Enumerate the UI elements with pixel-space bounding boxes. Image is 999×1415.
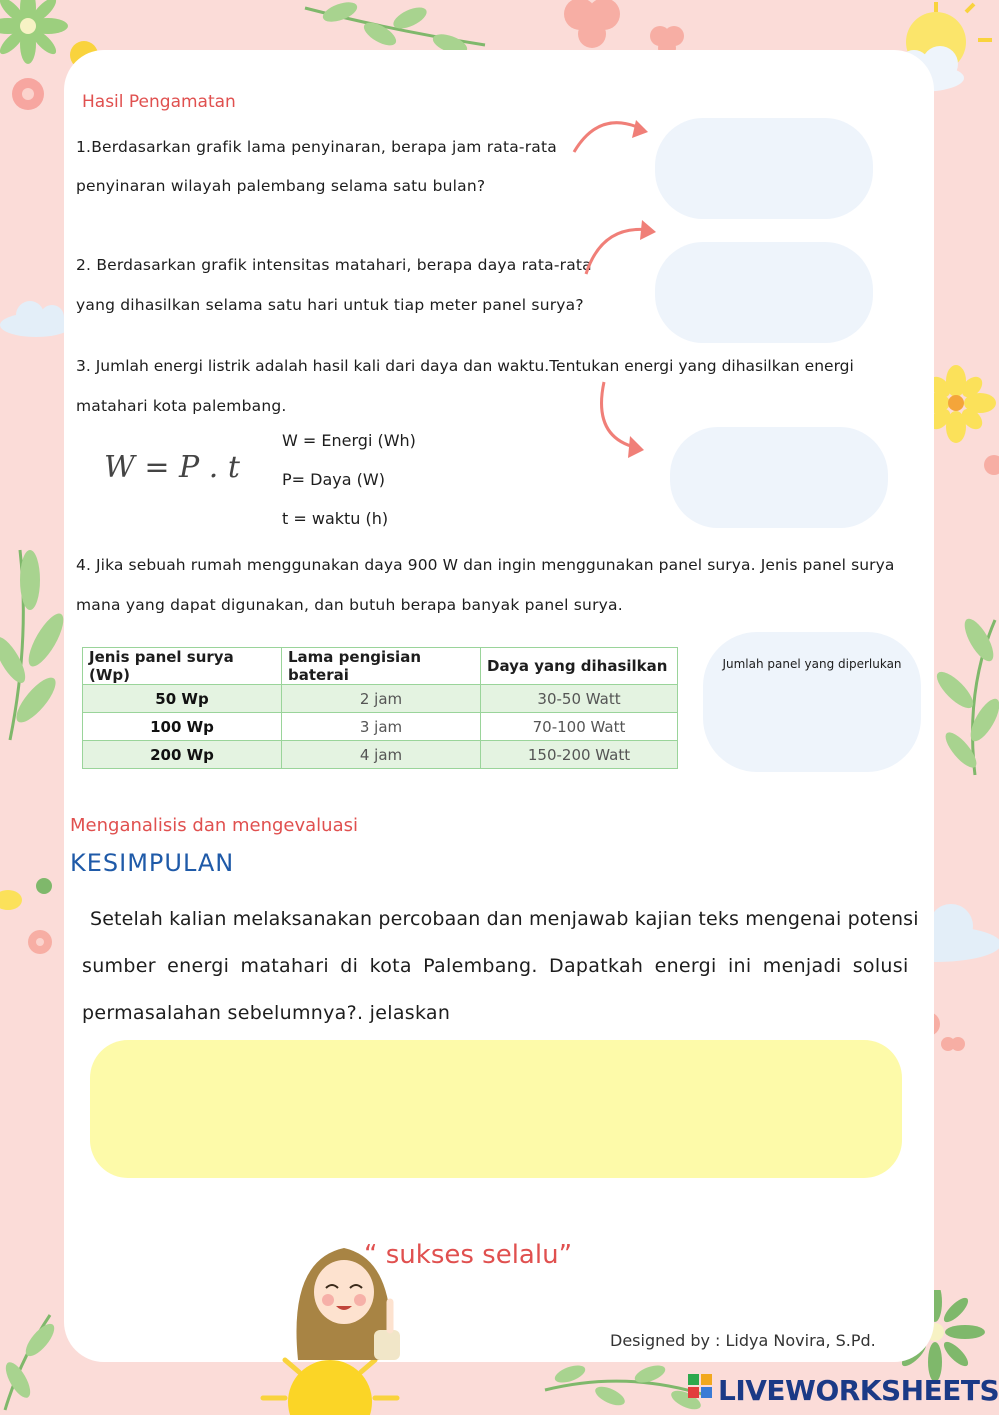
table-row [83,713,678,741]
table-header: Jenis panel surya (Wp) [83,648,282,685]
arrow-icon [592,378,652,463]
energy-formula: W = P . t [104,450,240,485]
bottom-leaves-decoration [540,1360,710,1415]
table-header: Lama pengisian baterai [282,648,481,685]
conclusion-line-3: permasalahan sebelumnya?. jelaskan [82,1002,451,1024]
liveworksheets-logo-icon [688,1372,714,1408]
question-4-line-1: 4. Jika sebuah rumah menggunakan daya 900 W dan ingin menggunakan panel surya. Jenis panel surya [76,556,895,574]
table-row [83,685,678,713]
question-2-line-1: 2. Berdasarkan grafik intensitas matahari, berapa daya rata-rata [76,256,592,274]
answer-box-3[interactable] [670,427,888,528]
table-cell: 50 Wp [83,685,282,713]
table-cell: 30-50 Watt [481,685,678,713]
formula-legend-time: t = waktu (h) [282,509,389,528]
answer-box-1[interactable] [655,118,873,219]
table-cell: 2 jam [282,685,481,713]
question-3-line-1: 3. Jumlah energi listrik adalah hasil kali dari daya dan waktu.Tentukan energi yang dihasilkan energi [76,357,854,375]
motivation-quote: “ sukses selalu” [364,1240,573,1270]
question-1-line-2: penyinaran wilayah palembang selama satu bulan? [76,177,486,195]
conclusion-line-1: Setelah kalian melaksanakan percobaan dan menjawab kajian teks mengenai potensi [90,908,919,930]
question-4-line-2: mana yang dapat digunakan, dan butuh berapa banyak panel surya. [76,596,623,614]
table-cell: 3 jam [282,713,481,741]
designer-credit: Designed by : Lidya Novira, S.Pd. [610,1331,876,1350]
question-3-line-2: matahari kota palembang. [76,397,287,415]
conclusion-answer-box[interactable] [90,1040,902,1178]
answer-box-2[interactable] [655,242,873,343]
right-leaves-decoration [935,610,999,780]
arrow-icon [570,108,655,158]
panel-answer-label: Jumlah panel yang diperlukan [722,657,902,671]
question-2-line-2: yang dihasilkan selama satu hari untuk tiap meter panel surya? [76,296,584,314]
section-title: Hasil Pengamatan [82,92,236,112]
table-cell: 4 jam [282,741,481,769]
analysis-subtitle: Menganalisis dan mengevaluasi [70,815,358,836]
liveworksheets-logo[interactable] [688,1372,999,1408]
formula-legend-power: P= Daya (W) [282,470,385,489]
table-cell: 150-200 Watt [481,741,678,769]
left-leaves-decoration [0,540,70,750]
solar-panel-table [82,647,678,769]
liveworksheets-logo-text: LIVEWORKSHEETS [718,1373,999,1407]
table-header: Daya yang dihasilkan [481,648,678,685]
formula-legend-energy: W = Energi (Wh) [282,431,416,450]
left-mid-flowers-decoration [0,870,70,970]
bottom-left-leaves-decoration [0,1310,60,1415]
table-cell: 200 Wp [83,741,282,769]
conclusion-line-2: sumber energi matahari di kota Palembang. Dapatkah energi ini menjadi solusi [82,955,909,977]
arrow-icon [580,212,665,282]
answer-box-4[interactable] [703,632,921,772]
table-cell: 70-100 Watt [481,713,678,741]
question-1-line-1: 1.Berdasarkan grafik lama penyinaran, berapa jam rata-rata [76,138,557,156]
table-cell: 100 Wp [83,713,282,741]
table-row [83,741,678,769]
table-header-row [83,648,678,685]
top-leaves-decoration [300,0,490,55]
conclusion-title: KESIMPULAN [70,849,235,877]
